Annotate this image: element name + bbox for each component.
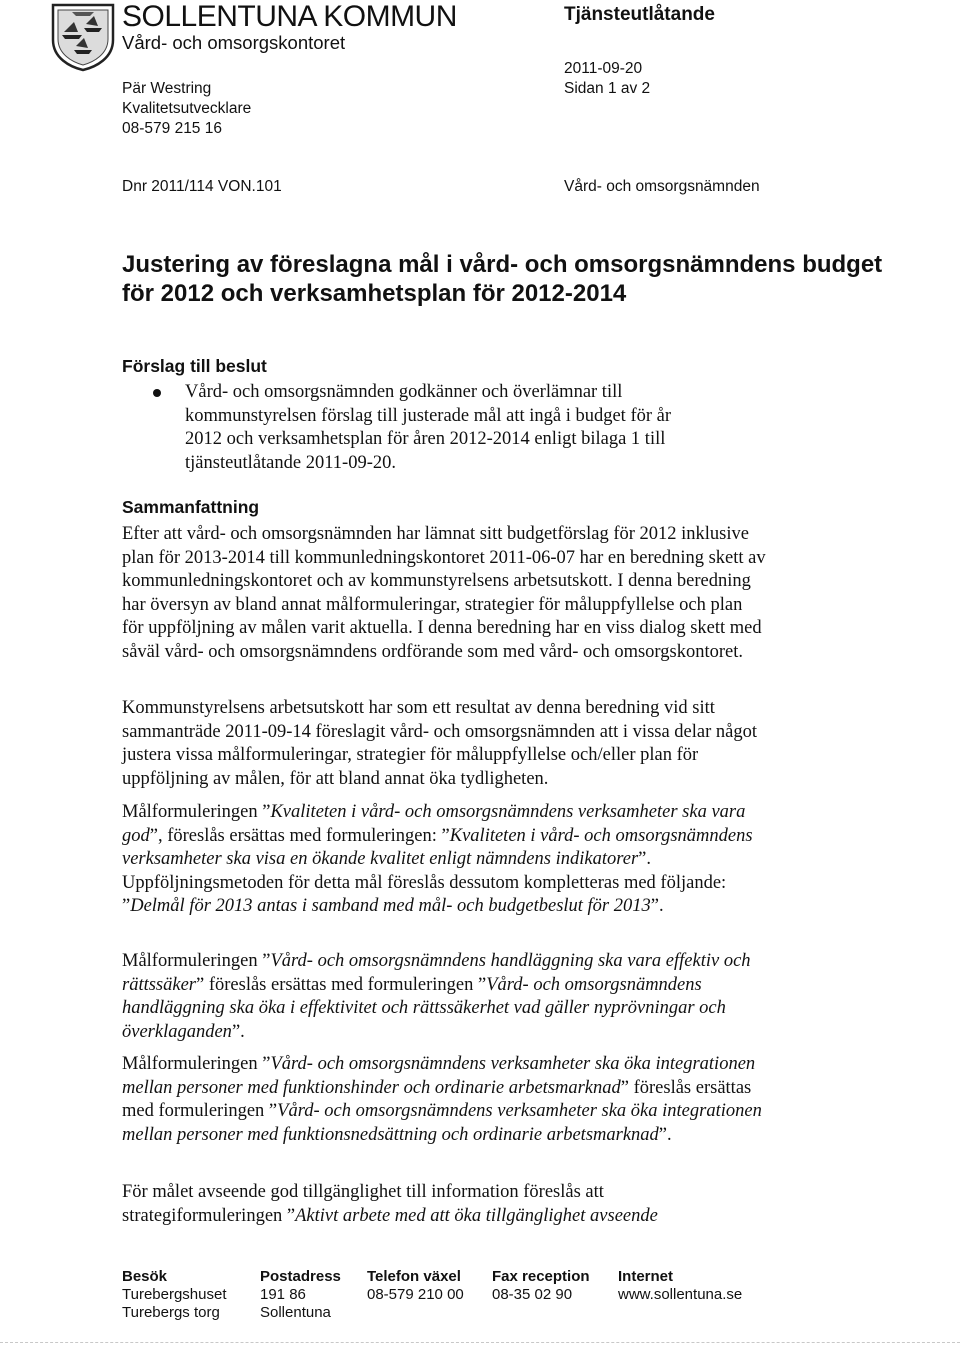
footer-website-link[interactable]: www.sollentuna.se bbox=[618, 1286, 743, 1303]
footer-visit-line-2: Turebergs torg bbox=[122, 1304, 220, 1321]
footer-postal-heading: Postadress bbox=[260, 1268, 341, 1285]
author-title: Kvalitetsutvecklare bbox=[122, 100, 252, 117]
footer-visit-line-1: Turebergshuset bbox=[122, 1286, 227, 1303]
bullet-icon bbox=[153, 389, 161, 397]
footer-fax-heading: Fax reception bbox=[492, 1268, 590, 1285]
org-department: Vård- och omsorgskontoret bbox=[122, 32, 346, 53]
document-type: Tjänsteutlåtande bbox=[564, 4, 715, 25]
footer-phone-number: 08-579 210 00 bbox=[367, 1286, 464, 1303]
footer-postal-line-1: 191 86 bbox=[260, 1286, 306, 1303]
summary-paragraph-1: Efter att vård- och omsorgsnämnden har lämnat sitt budgetförslag för 2012 inklusive plan för 2013-2014 till kommunledningskontoret 2011-06-07 har en beredning skett av kommunledningskontoret och av kommunstyrelsens arbetsutskott. I denna beredning har översyn av bland annat målformuleringar, strategier för måluppfyllelse och plan för uppföljning av målen varit aktuella. I denna beredning har en viss dialog skett med såväl vård- och omsorgsnämndens ordförande som med vård- och omsorgskontoret. bbox=[122, 524, 766, 662]
footer-postal bbox=[260, 1268, 341, 1322]
summary-paragraph-4: Målformuleringen ”Vård- och omsorgsnämndens handläggning ska vara effektiv och rättssäker” föreslås ersättas med formuleringen ”Vård- och omsorgsnämndens handläggning ska öka i effektivitet och rättssäkerhet vad gäller nyprövningar och överklaganden”. bbox=[122, 951, 751, 1042]
summary-paragraph-5: Målformuleringen ”Vård- och omsorgsnämndens verksamheter ska öka integrationen mellan personer med funktionshinder och ordinarie arbetsmarknad” föreslås ersättas med formuleringen ”Vård- och omsorgsnämndens verksamheter ska öka integrationen mellan personer med funktionsnedsättning och ordinarie arbetsmarknad”. bbox=[122, 1054, 762, 1145]
summary-paragraph-6: För målet avseende god tillgänglighet till information föreslås att strategiformuleringen ”Aktivt arbete med att öka tillgänglighet avseende bbox=[122, 1182, 658, 1226]
org-name: SOLLENTUNA KOMMUN bbox=[122, 0, 457, 33]
reference-number: Dnr 2011/114 VON.101 bbox=[122, 178, 282, 195]
municipal-coat-of-arms-icon bbox=[50, 2, 116, 72]
proposal-text: Vård- och omsorgsnämnden godkänner och överlämnar till kommunstyrelsen förslag till justerade mål att ingå i budget för år 2012 och verksamhetsplan för åren 2012-2014 enligt bilaga 1 till tjänsteutlåtande 2011-09-20. bbox=[185, 382, 672, 473]
footer-phone bbox=[367, 1268, 464, 1304]
summary-heading: Sammanfattning bbox=[122, 497, 260, 517]
author-phone: 08-579 215 16 bbox=[122, 120, 222, 137]
footer-visit bbox=[122, 1268, 227, 1322]
footer-fax-number: 08-35 02 90 bbox=[492, 1286, 573, 1303]
footer-postal-line-2: Sollentuna bbox=[260, 1304, 331, 1321]
recipient: Vård- och omsorgsnämnden bbox=[564, 178, 760, 195]
document-date: 2011-09-20 bbox=[564, 60, 643, 77]
footer-fax bbox=[492, 1268, 590, 1304]
proposal-heading: Förslag till beslut bbox=[122, 356, 267, 376]
footer-internet-heading: Internet bbox=[618, 1268, 674, 1285]
page-number: Sidan 1 av 2 bbox=[564, 80, 651, 97]
summary-paragraph-3: Målformuleringen ”Kvaliteten i vård- och omsorgsnämndens verksamheter ska vara god”, föreslås ersättas med formuleringen: ”Kvaliteten i vård- och omsorgsnämndens verksamheter ska visa en ökande kvalitet enligt nämndens indikatorer”. Uppföljningsmetoden för detta mål föreslås dessutom kompletteras med följande: ”Delmål för 2013 antas i samband med mål- och budgetbeslut för 2013”. bbox=[122, 802, 753, 916]
footer-visit-heading: Besök bbox=[122, 1268, 168, 1285]
footer-internet bbox=[618, 1268, 742, 1304]
footer-phone-heading: Telefon växel bbox=[367, 1268, 461, 1285]
author-name: Pär Westring bbox=[122, 80, 212, 97]
summary-paragraph-2: Kommunstyrelsens arbetsutskott har som ett resultat av denna beredning vid sitt sammanträde 2011-09-14 föreslagit vård- och omsorgsnämnden att i vissa delar något justera vissa målformuleringar, strategier för måluppfyllelse och/eller plan för uppföljning av målen, för att bland annat öka tydligheten. bbox=[122, 698, 757, 789]
footer-divider bbox=[0, 1342, 960, 1343]
document-title: Justering av föreslagna mål i vård- och omsorgsnämndens budget för 2012 och verksamhetsplan för 2012-2014 bbox=[122, 251, 883, 307]
